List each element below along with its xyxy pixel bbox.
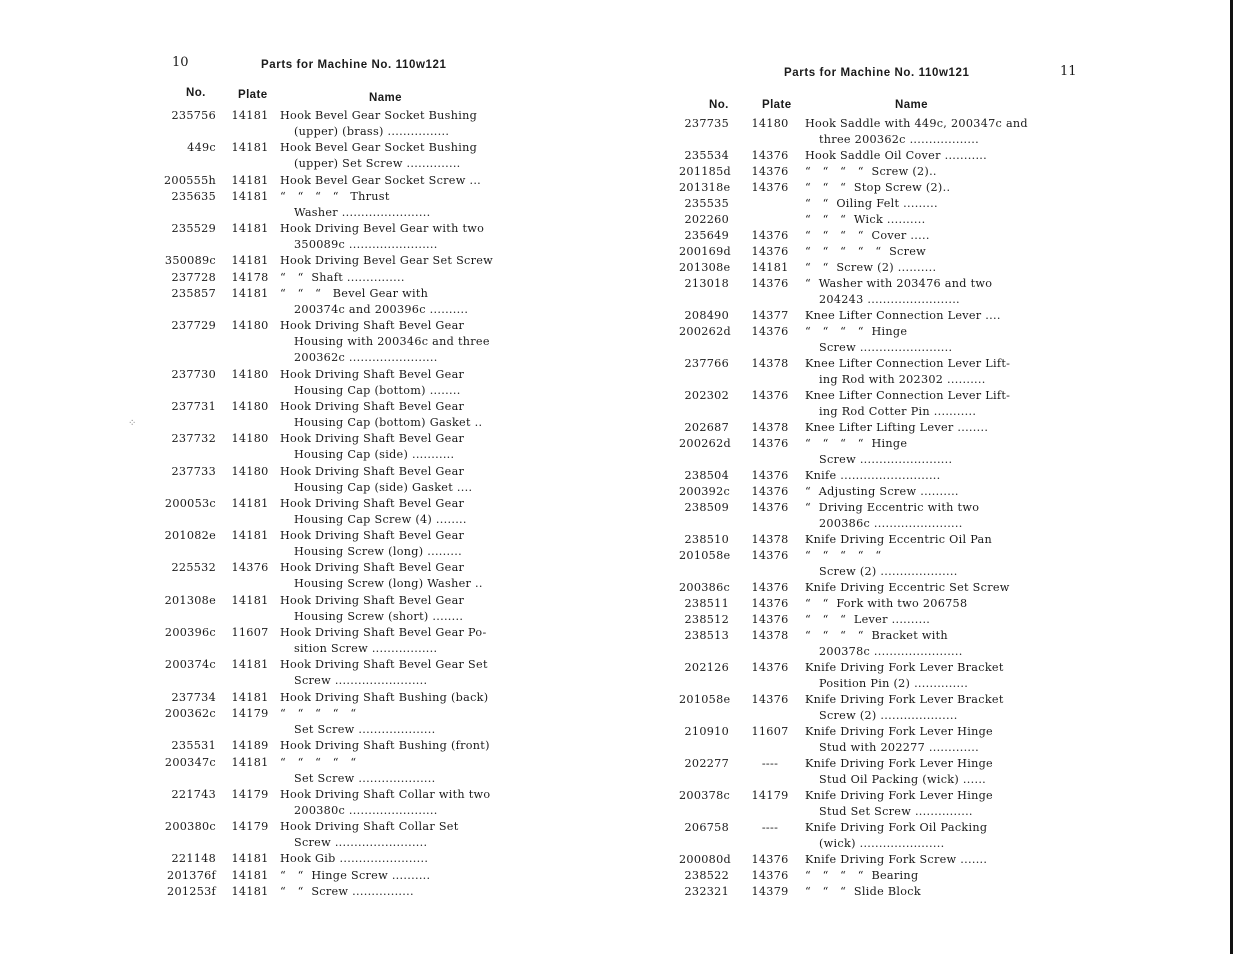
table-row [154,173,514,189]
plate-number: 14181 [231,852,269,866]
part-number: 237766 [684,357,729,370]
plate-number: 14179 [231,706,269,720]
column-header-plate: Plate [238,89,268,101]
part-name-line: “ “ “ “ Cover ..... [805,229,930,242]
table-row [679,580,1039,596]
table-row [154,108,514,140]
part-number: 237734 [171,690,216,704]
table-row [154,690,514,706]
page-title: Parts for Machine No. 110w121 [784,67,970,79]
part-name-line: sition Screw ................. [294,642,438,656]
part-name-line: “ “ Oiling Felt ......... [805,197,938,210]
column-header-plate: Plate [762,99,792,111]
plate-number: 14378 [751,421,789,434]
table-row [679,436,1039,468]
table-row [679,596,1039,612]
table-row [679,388,1039,420]
plate-number: 14377 [751,309,789,322]
plate-number: 14180 [231,367,269,381]
part-name-line: Knife Driving Fork Lever Bracket [805,693,1004,706]
table-row [679,628,1039,660]
parts-table [154,108,514,900]
part-number: 350089c [164,254,216,268]
part-number: 200396c [164,626,216,640]
part-name-line: three 200362c .................. [819,133,979,146]
part-name-line: Hook Driving Shaft Collar with two [280,787,491,801]
table-row [679,500,1039,532]
part-name-line: Hook Saddle Oil Cover ........... [805,149,988,162]
part-number: 238512 [684,613,729,626]
part-number: 237733 [171,464,216,478]
part-name-line: Hook Driving Shaft Bevel Gear [280,496,465,510]
table-row [679,164,1039,180]
page-speck: ⁘ [128,418,137,429]
part-name-line: Housing Screw (long) ......... [294,545,462,559]
part-name-line: Housing Screw (short) ........ [294,609,464,623]
part-number: 200386c [679,581,731,594]
part-number: 202126 [684,661,729,674]
table-row [154,399,514,431]
table-row [154,253,514,269]
part-number: 200169d [679,245,731,258]
table-row [154,318,514,366]
part-name-line: Knee Lifter Connection Lever Lift- [805,389,1011,402]
table-row [679,484,1039,500]
plate-number: 14376 [751,245,789,258]
part-name-line: Hook Bevel Gear Socket Bushing [280,109,478,122]
table-row [154,851,514,867]
plate-number: 14181 [231,868,269,882]
table-row [679,884,1039,900]
table-row [154,884,514,900]
table-row [154,140,514,172]
plate-number: 14181 [231,593,269,607]
part-name-line: Hook Driving Shaft Bevel Gear [280,432,465,446]
table-row [154,868,514,884]
left-page [0,0,617,954]
table-row [154,221,514,253]
plate-number: 14181 [231,658,269,672]
table-row [154,286,514,318]
part-number: 200378c [679,789,731,802]
plate-number: 14189 [231,739,269,753]
table-row [154,189,514,221]
table-row [154,528,514,560]
part-name-line: “ “ “ Bevel Gear with [280,287,429,301]
part-name-line: Knife Driving Fork Oil Packing [805,821,988,834]
part-number: 201082e [164,529,216,543]
part-name-line: Hook Driving Shaft Bushing (front) [280,739,490,753]
part-name-line: “ “ “ “ Hinge [805,325,908,338]
part-name-line: Housing with 200346c and three [294,335,490,349]
table-row [154,367,514,399]
part-number: 201376f [167,868,216,882]
table-row [679,228,1039,244]
part-name-line: Housing Cap (bottom) Gasket .. [294,415,483,429]
plate-number: 14181 [231,109,269,122]
part-name-line: Hook Bevel Gear Socket Bushing [280,141,478,155]
part-name-line: “ “ “ “ Bracket with [805,629,948,642]
part-name-line: 200374c and 200396c .......... [294,303,469,317]
part-name-line: ing Rod Cotter Pin ........... [819,405,977,418]
plate-number: 14181 [231,189,269,203]
part-name-line: (wick) ...................... [819,837,945,850]
plate-number: 14180 [231,464,269,478]
part-name-line: (upper) Set Screw .............. [294,157,461,171]
page-number: 11 [1060,64,1077,79]
table-row [154,657,514,689]
part-name-line: Knife Driving Fork Lever Hinge [805,757,993,770]
part-number: 202302 [684,389,729,402]
part-name-line: 204243 ........................ [819,293,960,306]
table-row [679,116,1039,148]
plate-number: 14181 [231,690,269,704]
plate-number: 14181 [231,173,269,187]
part-number: 206758 [684,821,729,834]
part-name-line: Knee Lifter Connection Lever .... [805,309,1001,322]
part-name-line: Hook Driving Shaft Bevel Gear [280,399,465,413]
table-row [679,852,1039,868]
part-name-line: “ Driving Eccentric with two [805,501,980,514]
part-number: 237730 [171,367,216,381]
table-row [679,180,1039,196]
part-name-line: “ “ “ Lever .......... [805,613,931,626]
table-row [679,532,1039,548]
table-row [679,276,1039,308]
part-number: 235649 [684,229,729,242]
part-number: 208490 [684,309,729,322]
part-name-line: Housing Screw (long) Washer .. [294,577,483,591]
part-name-line: “ “ Fork with two 206758 [805,597,968,610]
plate-number: 14376 [751,549,789,562]
part-number: 237732 [171,432,216,446]
plate-number: 14181 [231,254,269,268]
part-name-line: Housing Cap (side) Gasket .... [294,480,473,494]
part-name-line: Washer ....................... [294,205,431,219]
plate-number: 14376 [751,277,789,290]
table-row [679,196,1039,212]
part-name-line: Housing Cap (side) ........... [294,448,455,462]
plate-number: 14376 [751,149,789,162]
part-name-line: Knife .......................... [805,469,941,482]
part-name-line: 200386c ....................... [819,517,963,530]
plate-number: 14376 [751,693,789,706]
part-name-line: Knife Driving Fork Lever Hinge [805,725,993,738]
part-name-line: Screw (2) .................... [819,565,958,578]
part-name-line: “ “ “ “ Bearing [805,869,919,882]
part-number: 238510 [684,533,729,546]
part-number: 238509 [684,501,729,514]
part-name-line: Hook Driving Shaft Bevel Gear [280,319,465,333]
part-number: 201318e [679,181,731,194]
plate-number: 14181 [231,885,269,899]
plate-number: 14376 [751,437,789,450]
part-number: 449c [187,141,216,155]
table-row [154,593,514,625]
plate-number: 14179 [231,787,269,801]
plate-number: ---- [761,821,779,834]
part-name-line: “ “ “ “ “ [805,549,882,562]
part-name-line: Knee Lifter Lifting Lever ........ [805,421,989,434]
plate-number: 14379 [751,885,789,898]
part-number: 237729 [171,319,216,333]
plate-number: 14181 [231,141,269,155]
plate-number: 14376 [751,165,789,178]
part-number: 210910 [684,725,729,738]
part-name-line: Stud Set Screw ............... [819,805,973,818]
plate-number: 14376 [751,597,789,610]
plate-number: 11607 [751,725,789,738]
part-number: 201185d [679,165,731,178]
part-number: 200392c [679,485,731,498]
part-number: 200555h [163,173,216,187]
part-number: 200347c [164,755,216,769]
plate-number: 11607 [231,626,269,640]
part-number: 200262d [679,437,731,450]
part-name-line: Knife Driving Fork Lever Hinge [805,789,993,802]
part-number: 201308e [679,261,731,274]
plate-number: 14180 [751,117,789,130]
table-row [154,560,514,592]
part-number: 235857 [171,287,216,301]
table-row [679,468,1039,484]
part-number: 225532 [171,561,216,575]
plate-number: 14376 [751,485,789,498]
page-edge [1230,0,1233,954]
table-row [679,660,1039,692]
part-name-line: Hook Bevel Gear Socket Screw ... [280,173,482,187]
part-number: 202687 [684,421,729,434]
part-name-line: Screw (2) .................... [819,709,958,722]
part-name-line: Hook Driving Shaft Bushing (back) [280,690,489,704]
part-name-line: Position Pin (2) .............. [819,677,969,690]
table-row [154,738,514,754]
table-row [679,420,1039,436]
part-name-line: (upper) (brass) ................ [294,125,450,138]
plate-number: 14376 [751,389,789,402]
plate-number: 14179 [751,789,789,802]
part-number: 200380c [164,820,216,834]
part-name-line: Stud Oil Packing (wick) ...... [819,773,987,786]
plate-number: 14376 [751,501,789,514]
part-name-line: “ “ “ “ “ [280,755,357,769]
part-number: 237731 [171,399,216,413]
part-name-line: “ “ Hinge Screw .......... [280,868,431,882]
table-row [154,464,514,496]
part-name-line: Hook Saddle with 449c, 200347c and [805,117,1028,130]
part-name-line: “ “ “ “ “ Screw [805,245,927,258]
column-header-name: Name [895,99,928,111]
part-number: 201253f [167,885,216,899]
plate-number: 14378 [751,629,789,642]
table-row [154,787,514,819]
part-name-line: Knife Driving Fork Lever Bracket [805,661,1004,674]
parts-table [679,116,1039,900]
plate-number: 14376 [751,469,789,482]
part-name-line: Screw ........................ [294,674,428,688]
plate-number: 14180 [231,432,269,446]
part-number: 221743 [171,787,216,801]
part-name-line: Set Screw .................... [294,771,436,785]
table-row [679,692,1039,724]
part-number: 200374c [164,658,216,672]
part-number: 200080d [679,853,731,866]
part-number: 202260 [684,213,729,226]
part-name-line: 350089c ....................... [294,238,438,252]
right-page [617,0,1235,954]
plate-number: ---- [761,757,779,770]
plate-number: 14181 [231,755,269,769]
table-row [679,820,1039,852]
part-number: 235529 [171,222,216,236]
plate-number: 14376 [751,869,789,882]
plate-number: 14181 [231,287,269,301]
part-name-line: Knife Driving Eccentric Set Screw [805,581,1010,594]
part-number: 202277 [684,757,729,770]
plate-number: 14181 [231,222,269,236]
part-name-line: Hook Driving Shaft Bevel Gear Po- [280,626,487,640]
column-header-name: Name [369,92,402,104]
table-row [154,755,514,787]
table-row [679,212,1039,228]
table-row [154,270,514,286]
part-number: 200053c [164,496,216,510]
part-name-line: Housing Cap (bottom) ........ [294,383,461,397]
part-number: 238513 [684,629,729,642]
part-number: 201058e [679,693,731,706]
part-name-line: 200378c ....................... [819,645,963,658]
part-name-line: Knife Driving Fork Screw ....... [805,853,988,866]
part-name-line: “ “ “ Wick .......... [805,213,926,226]
plate-number: 14376 [231,561,269,575]
plate-number: 14376 [751,229,789,242]
part-number: 235531 [171,739,216,753]
page-number: 10 [172,55,189,70]
table-row [679,148,1039,164]
part-name-line: Hook Gib ....................... [280,852,429,866]
table-row [679,548,1039,580]
table-row [679,244,1039,260]
part-name-line: Set Screw .................... [294,722,436,736]
part-name-line: “ “ “ Slide Block [805,885,921,898]
part-name-line: “ “ “ “ Hinge [805,437,908,450]
table-row [679,356,1039,388]
plate-number: 14378 [751,533,789,546]
plate-number: 14376 [751,661,789,674]
plate-number: 14181 [231,529,269,543]
plate-number: 14178 [231,270,269,284]
table-row [154,819,514,851]
part-name-line: Hook Driving Shaft Collar Set [280,820,459,834]
plate-number: 14378 [751,357,789,370]
page-title: Parts for Machine No. 110w121 [261,59,447,71]
table-row [154,706,514,738]
part-number: 201308e [164,593,216,607]
part-number: 235756 [171,109,216,122]
column-header-no: No. [186,87,206,99]
plate-number: 14376 [751,325,789,338]
part-name-line: Screw ........................ [294,836,428,850]
part-name-line: Hook Driving Shaft Bevel Gear Set [280,658,488,672]
part-name-line: “ “ Shaft ............... [280,270,405,284]
part-name-line: Hook Driving Shaft Bevel Gear [280,464,465,478]
part-name-line: Stud with 202277 ............. [819,741,979,754]
plate-number: 14376 [751,181,789,194]
part-name-line: 200380c ....................... [294,803,438,817]
part-name-line: Housing Cap Screw (4) ........ [294,512,467,526]
table-row [154,625,514,657]
plate-number: 14181 [231,496,269,510]
part-number: 237735 [684,117,729,130]
part-number: 221148 [171,852,216,866]
part-name-line: Screw ........................ [819,453,953,466]
part-name-line: Hook Driving Shaft Bevel Gear [280,367,465,381]
plate-number: 14180 [231,399,269,413]
plate-number: 14376 [751,581,789,594]
part-name-line: “ “ Screw ................ [280,885,414,899]
part-name-line: “ “ Screw (2) .......... [805,261,937,274]
table-row [679,260,1039,276]
part-name-line: “ Adjusting Screw .......... [805,485,959,498]
table-row [679,612,1039,628]
part-number: 200262d [679,325,731,338]
plate-number: 14180 [231,319,269,333]
table-row [679,788,1039,820]
part-number: 238511 [684,597,729,610]
part-name-line: Knife Driving Eccentric Oil Pan [805,533,993,546]
part-name-line: “ “ “ “ “ [280,706,357,720]
plate-number: 14376 [751,613,789,626]
part-name-line: Hook Driving Shaft Bevel Gear [280,529,465,543]
part-number: 200362c [164,706,216,720]
column-header-no: No. [709,99,729,111]
table-row [154,496,514,528]
table-row [679,868,1039,884]
table-row [679,756,1039,788]
part-name-line: Hook Driving Bevel Gear with two [280,222,485,236]
part-name-line: “ “ “ Stop Screw (2).. [805,181,951,194]
part-number: 235535 [684,197,729,210]
table-row [679,308,1039,324]
part-number: 238522 [684,869,729,882]
part-name-line: Hook Driving Shaft Bevel Gear [280,561,465,575]
part-number: 235534 [684,149,729,162]
part-name-line: ing Rod with 202302 .......... [819,373,986,386]
part-name-line: Hook Driving Bevel Gear Set Screw [280,254,494,268]
part-name-line: “ Washer with 203476 and two [805,277,993,290]
part-number: 201058e [679,549,731,562]
part-name-line: “ “ “ “ Thrust [280,189,390,203]
part-name-line: Knee Lifter Connection Lever Lift- [805,357,1011,370]
part-number: 235635 [171,189,216,203]
plate-number: 14181 [751,261,789,274]
part-name-line: Hook Driving Shaft Bevel Gear [280,593,465,607]
part-number: 232321 [684,885,729,898]
part-name-line: 200362c ....................... [294,351,438,365]
part-name-line: Screw ........................ [819,341,953,354]
plate-number: 14179 [231,820,269,834]
part-number: 237728 [171,270,216,284]
part-name-line: “ “ “ “ Screw (2).. [805,165,937,178]
part-number: 213018 [684,277,729,290]
part-number: 238504 [684,469,729,482]
table-row [679,724,1039,756]
table-row [679,324,1039,356]
table-row [154,431,514,463]
plate-number: 14376 [751,853,789,866]
